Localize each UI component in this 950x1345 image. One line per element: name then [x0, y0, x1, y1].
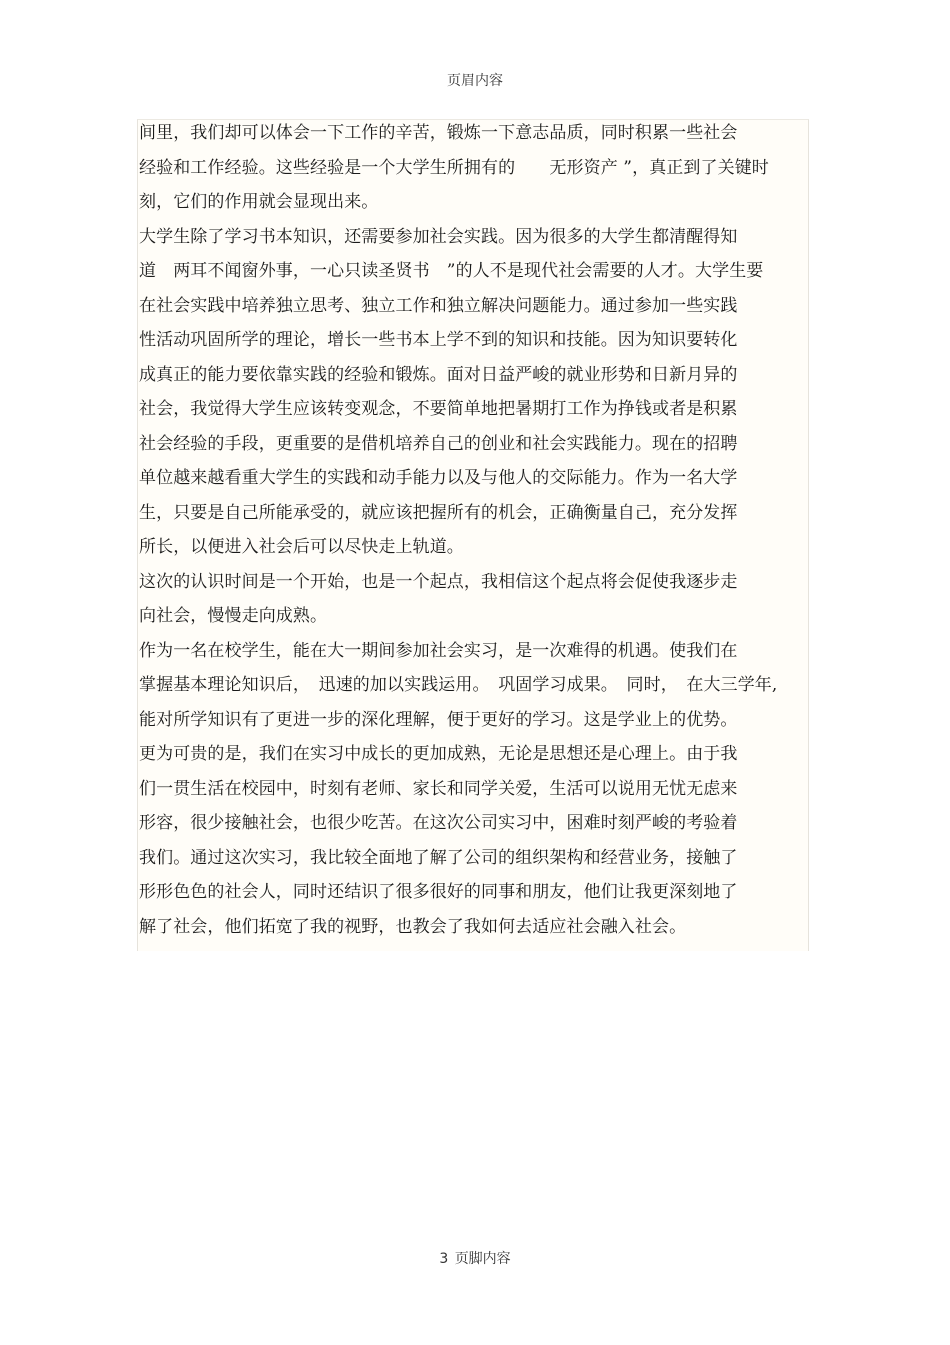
text-line: 社会经验的手段，更重要的是借机培养自己的创业和社会实践能力。现在的招聘	[139, 433, 738, 454]
text-line: 更为可贵的是，我们在实习中成长的更加成熟，无论是思想还是心理上。由于我	[139, 744, 738, 764]
text-line: 这次的认识时间是一个开始，也是一个起点，我相信这个起点将会促使我逐步走	[139, 571, 738, 592]
text-line: 解了社会，他们拓宽了我的视野，也教会了我如何去适应社会融入社会。	[139, 916, 687, 937]
text-line: 形形色色的社会人，同时还结识了很多很好的同事和朋友，他们让我更深刻地了	[139, 882, 738, 902]
text-line: 我们。通过这次实习，我比较全面地了解了公司的组织架构和经营业务，接触了	[139, 847, 738, 868]
text-line: 性活动巩固所学的理论，增长一些书本上学不到的知识和技能。因为知识要转化	[139, 330, 738, 350]
text-line: 掌握基本理论知识后， 迅速的加以实践运用。 巩固学习成果。 同时， 在大三学年,	[139, 675, 778, 695]
text-line: 社会，我觉得大学生应该转变观念，不要简单地把暑期打工作为挣钱或者是积累	[139, 399, 738, 419]
text-line: 道 两耳不闻窗外事，一心只读圣贤书 ”的人不是现代社会需要的人才。大学生要	[139, 261, 764, 281]
text-line: 单位越来越看重大学生的实践和动手能力以及与他人的交际能力。作为一名大学	[139, 468, 738, 488]
text-line: 刻，它们的作用就会显现出来。	[139, 192, 379, 212]
text-line: 间里，我们却可以体会一下工作的辛苦，锻炼一下意志品质，同时积累一些社会	[139, 123, 738, 143]
body-text	[139, 116, 839, 944]
text-line: 在社会实践中培养独立思考、独立工作和独立解决问题能力。通过参加一些实践	[139, 295, 738, 316]
text-line: 们一贯生活在校园中，时刻有老师、家长和同学关爱，生活可以说用无忧无虑来	[139, 778, 738, 799]
text-line: 成真正的能力要依靠实践的经验和锻炼。面对日益严峻的就业形势和日新月异的	[139, 364, 738, 385]
text-line: 生，只要是自己所能承受的，就应该把握所有的机会，正确衡量自己，充分发挥	[139, 502, 738, 523]
text-line: 能对所学知识有了更进一步的深化理解，便于更好的学习。这是学业上的优势。	[139, 709, 738, 730]
page-footer	[0, 1250, 950, 1268]
page-header: 页眉内容	[447, 73, 503, 89]
page-number: 3	[439, 1251, 449, 1267]
footer-text: 页脚内容	[454, 1251, 511, 1267]
text-line: 经验和工作经验。这些经验是一个大学生所拥有的 无形资产 ”，真正到了关键时	[139, 157, 769, 178]
text-line: 所长，以便进入社会后可以尽快走上轨道。	[139, 537, 464, 557]
text-line: 大学生除了学习书本知识，还需要参加社会实践。因为很多的大学生都清醒得知	[139, 226, 738, 247]
text-line: 向社会，慢慢走向成熟。	[139, 606, 328, 626]
text-line: 形容，很少接触社会，也很少吃苦。在这次公司实习中，困难时刻严峻的考验着	[139, 813, 738, 833]
text-line: 作为一名在校学生，能在大一期间参加社会实习，是一次难得的机遇。使我们在	[139, 640, 738, 661]
